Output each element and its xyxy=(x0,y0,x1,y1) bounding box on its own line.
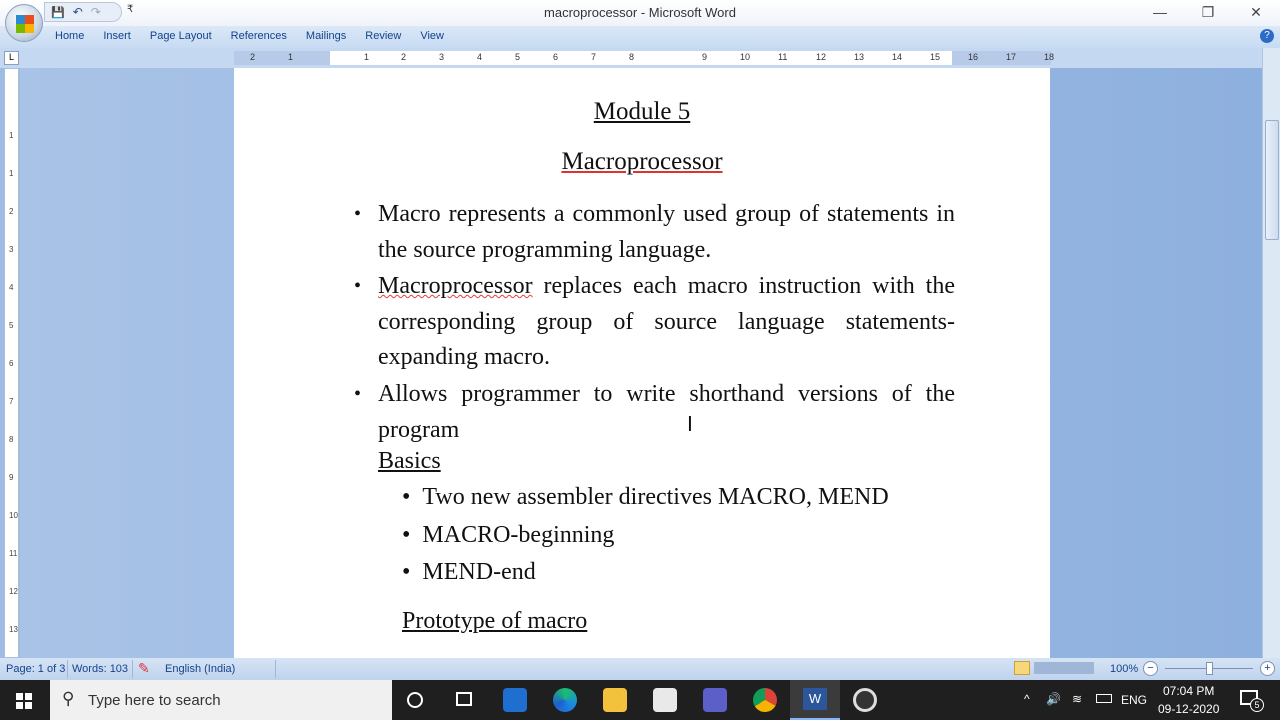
tab-selector[interactable]: L xyxy=(4,51,19,65)
notification-count: 5 xyxy=(1250,698,1264,712)
teams-icon[interactable] xyxy=(703,688,727,712)
tab-insert[interactable]: Insert xyxy=(103,30,131,42)
redo-icon[interactable]: ↷ xyxy=(90,5,101,19)
bullet-text: Macro represents a commonly used group of statements in the source programming language. xyxy=(378,201,955,263)
print-layout-view-icon[interactable] xyxy=(1014,661,1030,675)
prototype-heading: Prototype of macro xyxy=(402,608,588,634)
save-icon[interactable]: 💾 xyxy=(51,6,65,19)
ruler-tick: 2 xyxy=(250,52,256,62)
ruler-row xyxy=(0,48,1280,68)
zoom-level[interactable]: 100% xyxy=(1110,663,1139,675)
zoom-out-icon[interactable]: − xyxy=(1143,661,1158,676)
ribbon xyxy=(0,26,1280,48)
ruler-tick: 5 xyxy=(9,321,14,330)
edge-icon[interactable] xyxy=(553,688,577,712)
bullet-item: • Macro represents a commonly used group of statements in the source programming language. xyxy=(354,201,955,263)
store-icon[interactable] xyxy=(653,688,677,712)
zoom-in-icon[interactable]: + xyxy=(1260,661,1275,676)
ruler-tick: 10 xyxy=(740,52,751,62)
ruler-tick: 4 xyxy=(9,283,14,292)
language[interactable]: English (India) xyxy=(165,663,236,675)
status-bar xyxy=(0,658,1280,680)
ruler-tick: 7 xyxy=(591,52,597,62)
title-bar xyxy=(0,0,1280,26)
ruler-tick: 13 xyxy=(9,625,18,634)
document-page[interactable] xyxy=(234,68,1050,658)
quick-access-toolbar xyxy=(44,2,122,22)
proofing-icon[interactable]: ✎ xyxy=(138,660,150,676)
tab-mailings[interactable]: Mailings xyxy=(305,30,347,42)
ruler-tick: 17 xyxy=(1006,52,1017,62)
bullet-text: Allows programmer to write shorthand versions of the program xyxy=(378,381,955,443)
search-icon: ⚲ xyxy=(62,689,75,708)
ruler-tick: 13 xyxy=(854,52,865,62)
ruler-tick: 8 xyxy=(9,435,14,444)
heading-macroprocessor: Macroprocessor xyxy=(561,148,723,175)
sub-bullet: • MACRO-beginning xyxy=(402,522,615,548)
heading-module: Module 5 xyxy=(593,98,691,125)
ruler-tick: 6 xyxy=(553,52,559,62)
taskbar xyxy=(0,680,1280,720)
ruler-tick: 1 xyxy=(364,52,370,62)
clock-time[interactable]: 07:04 PM xyxy=(1163,684,1215,698)
mail-icon[interactable] xyxy=(503,688,527,712)
chrome-icon[interactable] xyxy=(753,688,777,712)
minimize-button[interactable]: — xyxy=(1153,4,1167,20)
ruler-tick: 3 xyxy=(439,52,445,62)
show-hidden-icons[interactable]: ^ xyxy=(1024,692,1030,706)
battery-icon[interactable] xyxy=(1096,694,1112,703)
ruler-tick: 1 xyxy=(9,131,14,140)
ruler-tick: 9 xyxy=(9,473,14,482)
cortana-icon[interactable] xyxy=(407,692,423,708)
ruler-tick: 18 xyxy=(1044,52,1055,62)
zoom-slider-thumb[interactable] xyxy=(1206,662,1213,675)
tab-review[interactable]: Review xyxy=(365,30,402,42)
clock-date[interactable]: 09-12-2020 xyxy=(1158,702,1220,716)
undo-icon[interactable]: ↶ xyxy=(72,5,83,19)
ruler-tick: 12 xyxy=(9,587,18,596)
ruler-tick: 7 xyxy=(9,397,14,406)
ruler-tick: 5 xyxy=(515,52,521,62)
sub-bullet: • Two new assembler directives MACRO, MEND xyxy=(402,484,889,510)
ruler-tick: 1 xyxy=(288,52,294,62)
taskbar-search[interactable] xyxy=(50,680,392,720)
ruler-tick: 2 xyxy=(401,52,407,62)
help-icon[interactable]: ? xyxy=(1260,29,1274,43)
vertical-scrollbar[interactable] xyxy=(1262,48,1280,658)
bullet-item: • Macroprocessor replaces each macro instruction with the corresponding group of source language statements- expanding macro. xyxy=(354,273,955,370)
restore-button[interactable]: ❐ xyxy=(1201,4,1215,20)
file-explorer-icon[interactable] xyxy=(603,688,627,712)
volume-icon[interactable]: 🔊 xyxy=(1046,692,1061,706)
word-count[interactable]: Words: 103 xyxy=(72,663,129,675)
search-placeholder: Type here to search xyxy=(88,692,221,709)
word-taskbar-button[interactable]: W xyxy=(790,680,840,720)
wifi-icon[interactable]: ≋ xyxy=(1072,692,1083,706)
tab-home[interactable]: Home xyxy=(55,30,85,42)
ruler-tick: 6 xyxy=(9,359,14,368)
window-title: macroprocessor - Microsoft Word xyxy=(544,5,736,20)
ruler-tick: 12 xyxy=(816,52,827,62)
ruler-tick: 14 xyxy=(892,52,903,62)
ruler-tick: 16 xyxy=(968,52,979,62)
start-button[interactable] xyxy=(16,693,32,709)
ruler-tick: 4 xyxy=(477,52,483,62)
view-buttons[interactable] xyxy=(1034,662,1094,674)
page-count[interactable]: Page: 1 of 3 xyxy=(6,663,66,675)
tab-view[interactable]: View xyxy=(420,30,444,42)
horizontal-ruler[interactable] xyxy=(234,51,1055,65)
task-view-icon[interactable] xyxy=(456,692,472,706)
ruler-tick: 11 xyxy=(778,52,788,62)
ruler-tick: 9 xyxy=(702,52,708,62)
ruler-tick: 15 xyxy=(930,52,941,62)
ruler-tick: 2 xyxy=(9,207,14,216)
ruler-tick: 10 xyxy=(9,511,18,520)
vertical-ruler[interactable] xyxy=(4,68,19,658)
ruler-tick: 11 xyxy=(9,549,18,558)
tab-page-layout[interactable]: Page Layout xyxy=(149,30,212,42)
text-cursor-icon: I xyxy=(687,412,693,436)
bullet-item: • Allows programmer to write shorthand versions of the program xyxy=(354,381,955,443)
ruler-tick: 8 xyxy=(629,52,635,62)
misspelled-word[interactable]: Macroprocessor xyxy=(378,273,533,299)
ruler-tick: 3 xyxy=(9,245,14,254)
customize-qat-icon[interactable]: ₹ xyxy=(127,4,134,15)
bullet-text: replaces each macro instruction with the corresponding group of source language statements- expanding macro. xyxy=(378,273,955,370)
office-logo-icon xyxy=(16,15,34,33)
close-button[interactable]: ✕ xyxy=(1250,4,1262,20)
basics-heading: Basics xyxy=(378,448,441,474)
tab-references[interactable]: References xyxy=(230,30,287,42)
scrollbar-thumb[interactable] xyxy=(1265,120,1279,240)
app-icon[interactable] xyxy=(853,688,877,712)
ruler-tick: 1 xyxy=(9,169,14,178)
office-button[interactable] xyxy=(5,4,43,42)
input-language[interactable]: ENG xyxy=(1121,693,1148,707)
sub-bullet: • MEND-end xyxy=(402,559,536,585)
